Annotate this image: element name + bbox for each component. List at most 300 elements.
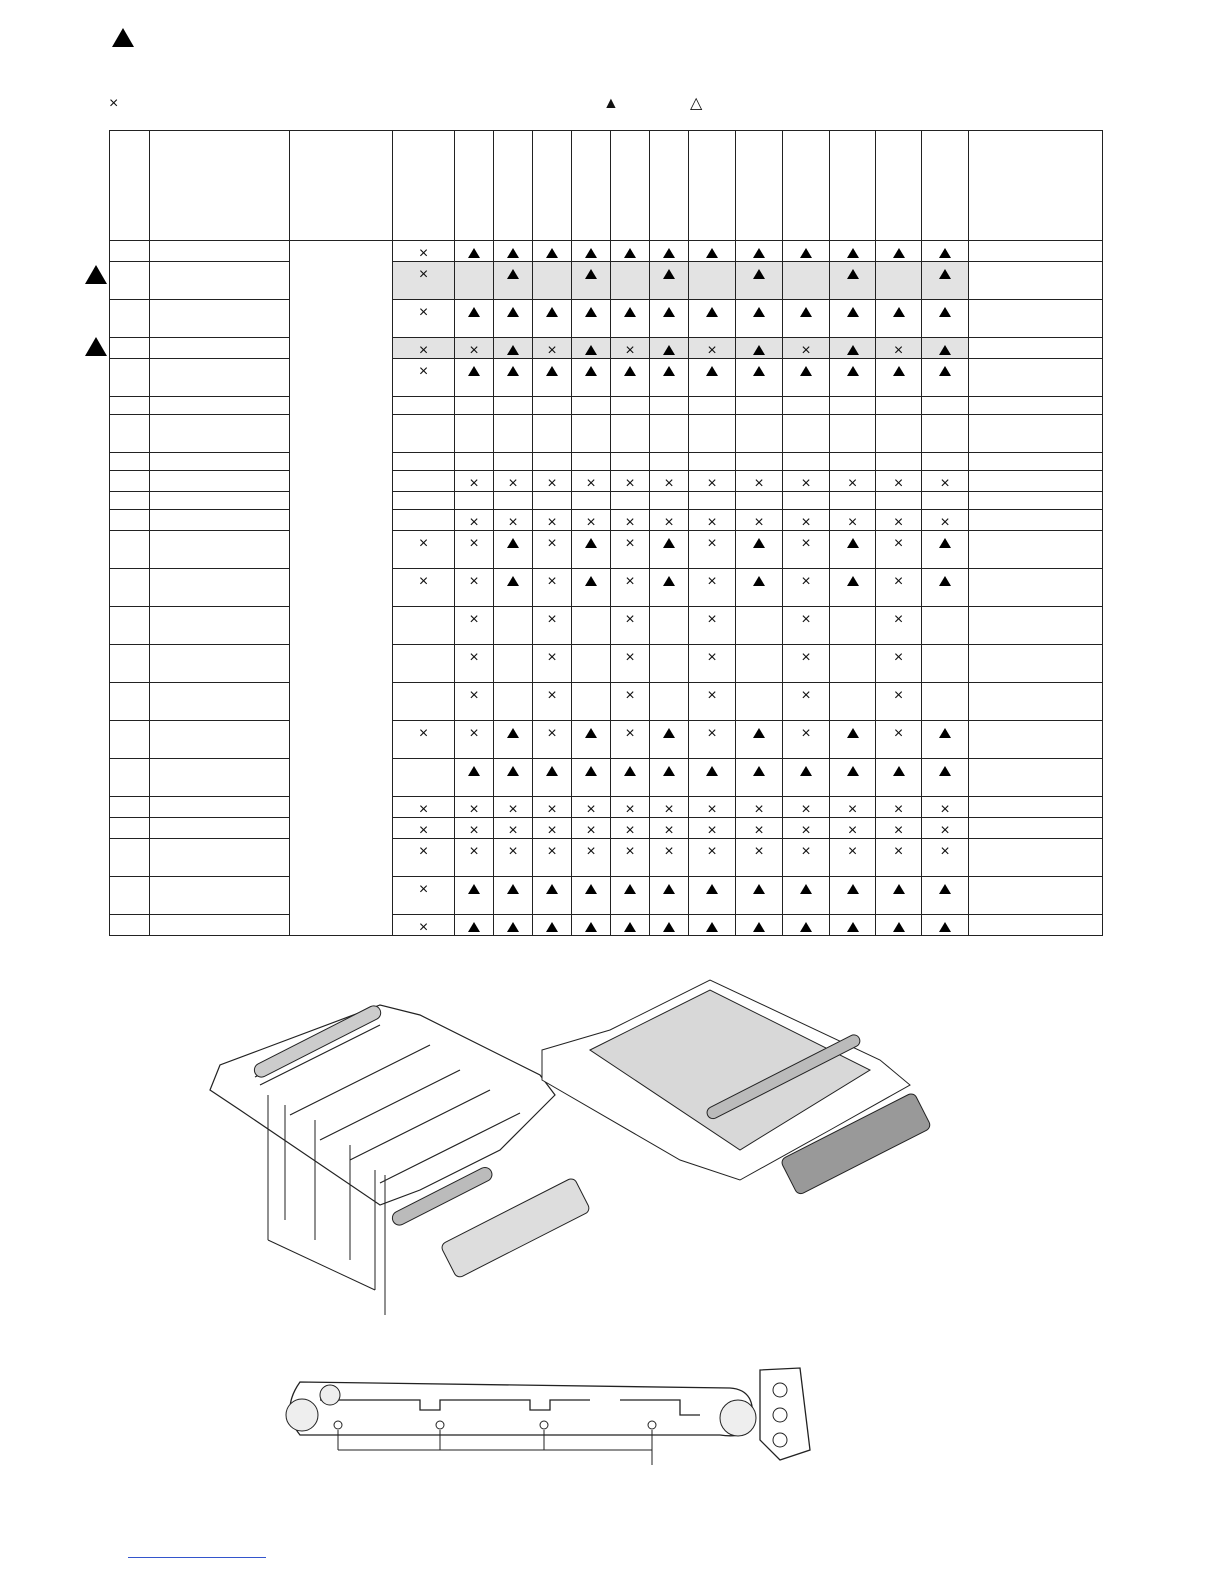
interval-cell xyxy=(736,415,783,453)
filled-triangle-mark xyxy=(663,248,675,258)
filled-triangle-mark xyxy=(663,366,675,376)
remarks-cell xyxy=(969,415,1103,453)
filled-triangle-mark xyxy=(507,538,519,548)
interval-cell xyxy=(572,300,611,338)
interval-cell xyxy=(393,759,455,797)
table-row xyxy=(110,569,1103,607)
filled-triangle-mark xyxy=(546,307,558,317)
interval-cell xyxy=(830,492,876,510)
cross-mark: × xyxy=(547,475,557,492)
item-name-cell xyxy=(150,453,290,471)
filled-triangle-mark xyxy=(847,922,859,932)
interval-cell xyxy=(572,338,611,359)
row-number-cell xyxy=(110,607,150,645)
interval-cell xyxy=(650,645,689,683)
filled-triangle-mark xyxy=(663,884,675,894)
interval-cell xyxy=(650,607,689,645)
interval-cell xyxy=(736,915,783,936)
interval-cell xyxy=(611,338,650,359)
filled-triangle-mark xyxy=(800,884,812,894)
filled-triangle-mark xyxy=(585,884,597,894)
interval-cell xyxy=(783,915,830,936)
interval-cell xyxy=(455,359,494,397)
cross-mark: × xyxy=(418,801,429,818)
interval-cell xyxy=(533,300,572,338)
filled-triangle-mark xyxy=(800,307,812,317)
cross-mark: × xyxy=(418,843,429,860)
interval-cell xyxy=(572,915,611,936)
interval-cell xyxy=(650,397,689,415)
filled-triangle-mark xyxy=(585,248,597,258)
cross-mark: × xyxy=(469,573,479,590)
interval-cell xyxy=(922,569,969,607)
interval-cell xyxy=(455,338,494,359)
interval-cell xyxy=(736,645,783,683)
interval-cell xyxy=(830,338,876,359)
interval-cell xyxy=(876,492,922,510)
row-number-cell xyxy=(110,531,150,569)
interval-cell xyxy=(455,262,494,300)
revision-triangle-icon xyxy=(85,337,107,356)
interval-cell xyxy=(650,415,689,453)
filled-triangle-mark xyxy=(663,766,675,776)
row-number-cell xyxy=(110,241,150,262)
interval-cell xyxy=(736,818,783,839)
interval-cell xyxy=(830,397,876,415)
cross-mark: × xyxy=(418,573,429,590)
interval-cell xyxy=(494,721,533,759)
interval-cell xyxy=(611,683,650,721)
transfer-belt-illustration xyxy=(530,960,940,1220)
interval-cell xyxy=(736,569,783,607)
cross-mark: × xyxy=(801,535,811,552)
cross-mark: × xyxy=(893,611,904,628)
maintenance-table xyxy=(109,130,1103,936)
cross-mark: × xyxy=(801,843,811,860)
interval-cell xyxy=(783,569,830,607)
interval-cell xyxy=(783,453,830,471)
cross-mark: × xyxy=(664,514,674,531)
cross-mark: × xyxy=(508,475,518,492)
interval-cell xyxy=(830,300,876,338)
row-number-cell xyxy=(110,839,150,877)
header-cell xyxy=(572,131,611,241)
filled-triangle-mark xyxy=(893,766,905,776)
interval-cell xyxy=(922,338,969,359)
item-name-cell xyxy=(150,607,290,645)
cross-mark: × xyxy=(469,725,479,742)
interval-cell xyxy=(689,645,736,683)
interval-cell xyxy=(783,645,830,683)
cross-mark: × xyxy=(625,649,635,666)
header-cell xyxy=(494,131,533,241)
interval-cell xyxy=(689,569,736,607)
interval-cell xyxy=(876,759,922,797)
item-name-cell xyxy=(150,759,290,797)
cross-mark: × xyxy=(707,475,717,492)
cross-mark: × xyxy=(893,342,904,359)
roller-top xyxy=(252,1003,383,1079)
interval-cell xyxy=(572,531,611,569)
item-name-cell xyxy=(150,569,290,607)
interval-cell xyxy=(393,471,455,492)
interval-cell xyxy=(455,797,494,818)
filled-triangle-mark xyxy=(939,922,951,932)
interval-cell xyxy=(393,453,455,471)
item-name-cell xyxy=(150,531,290,569)
header-cell xyxy=(290,131,393,241)
interval-cell xyxy=(830,241,876,262)
filled-triangle-mark xyxy=(624,922,636,932)
filled-triangle-mark xyxy=(706,248,718,258)
filled-triangle-mark xyxy=(585,269,597,279)
cross-mark: × xyxy=(940,801,950,818)
cross-mark: × xyxy=(707,342,717,359)
interval-cell xyxy=(611,241,650,262)
interval-cell xyxy=(393,877,455,915)
remarks-cell xyxy=(969,569,1103,607)
filled-triangle-mark xyxy=(753,766,765,776)
filled-triangle-mark xyxy=(624,366,636,376)
table-row xyxy=(110,797,1103,818)
cross-mark: × xyxy=(469,801,479,818)
interval-cell xyxy=(783,359,830,397)
remarks-cell xyxy=(969,839,1103,877)
interval-cell xyxy=(689,471,736,492)
remarks-cell xyxy=(969,721,1103,759)
interval-cell xyxy=(494,797,533,818)
filled-triangle-mark xyxy=(546,884,558,894)
interval-cell xyxy=(650,338,689,359)
filled-triangle-mark xyxy=(939,576,951,586)
interval-cell xyxy=(393,683,455,721)
interval-cell xyxy=(533,453,572,471)
interval-cell xyxy=(494,531,533,569)
interval-cell xyxy=(393,645,455,683)
interval-cell xyxy=(494,915,533,936)
filled-triangle-mark xyxy=(706,884,718,894)
cross-mark: × xyxy=(754,514,764,531)
remarks-cell xyxy=(969,645,1103,683)
filled-triangle-mark xyxy=(507,728,519,738)
cross-mark: × xyxy=(547,342,557,359)
cross-mark: × xyxy=(707,801,717,818)
filled-triangle-mark xyxy=(585,576,597,586)
interval-cell xyxy=(611,492,650,510)
cross-mark: × xyxy=(754,801,764,818)
filled-triangle-mark xyxy=(507,576,519,586)
table-row xyxy=(110,453,1103,471)
cross-mark: × xyxy=(664,801,674,818)
cross-mark: × xyxy=(469,822,479,839)
header-cell xyxy=(689,131,736,241)
row-number-cell xyxy=(110,397,150,415)
interval-cell xyxy=(393,607,455,645)
cross-mark: × xyxy=(754,843,764,860)
cross-mark: × xyxy=(508,514,518,531)
interval-cell xyxy=(393,262,455,300)
interval-cell xyxy=(611,607,650,645)
remarks-cell xyxy=(969,359,1103,397)
cross-mark: × xyxy=(893,535,904,552)
interval-cell xyxy=(830,569,876,607)
filled-triangle-mark xyxy=(507,345,519,355)
cross-mark: × xyxy=(707,843,717,860)
row-number-cell xyxy=(110,915,150,936)
table-row xyxy=(110,877,1103,915)
legend-open-triangle: △ xyxy=(690,95,703,112)
cross-mark: × xyxy=(707,822,717,839)
cross-mark: × xyxy=(586,514,596,531)
cross-mark: × xyxy=(893,475,904,492)
interval-cell xyxy=(393,721,455,759)
filled-triangle-mark xyxy=(663,922,675,932)
cross-mark: × xyxy=(508,843,518,860)
cross-mark: × xyxy=(418,822,429,839)
interval-cell xyxy=(611,839,650,877)
filled-triangle-mark xyxy=(753,538,765,548)
item-name-cell xyxy=(150,338,290,359)
filled-triangle-mark xyxy=(753,576,765,586)
interval-cell xyxy=(783,471,830,492)
interval-cell xyxy=(830,645,876,683)
interval-cell xyxy=(533,759,572,797)
cross-mark: × xyxy=(893,725,904,742)
cross-mark: × xyxy=(893,649,904,666)
interval-cell xyxy=(650,262,689,300)
interval-cell xyxy=(922,531,969,569)
header-cell xyxy=(876,131,922,241)
interval-cell xyxy=(611,471,650,492)
interval-cell xyxy=(876,338,922,359)
filled-triangle-mark xyxy=(753,884,765,894)
idler-3 xyxy=(540,1421,548,1429)
interval-cell xyxy=(876,531,922,569)
interval-cell xyxy=(650,759,689,797)
item-name-cell xyxy=(150,359,290,397)
filled-triangle-mark xyxy=(753,366,765,376)
cross-mark: × xyxy=(801,514,811,531)
interval-cell xyxy=(736,471,783,492)
interval-cell xyxy=(572,471,611,492)
interval-cell xyxy=(611,569,650,607)
interval-cell xyxy=(689,915,736,936)
interval-cell xyxy=(572,241,611,262)
interval-cell xyxy=(611,359,650,397)
item-name-cell xyxy=(150,721,290,759)
interval-cell xyxy=(783,492,830,510)
interval-cell xyxy=(922,359,969,397)
interval-cell xyxy=(783,877,830,915)
interval-cell xyxy=(689,721,736,759)
interval-cell xyxy=(611,415,650,453)
cross-mark: × xyxy=(801,822,811,839)
row-number-cell xyxy=(110,338,150,359)
interval-cell xyxy=(689,818,736,839)
filled-triangle-mark xyxy=(624,307,636,317)
interval-cell xyxy=(830,839,876,877)
interval-cell xyxy=(876,683,922,721)
interval-cell xyxy=(572,797,611,818)
row-number-cell xyxy=(110,759,150,797)
interval-cell xyxy=(876,397,922,415)
interval-cell xyxy=(830,759,876,797)
interval-cell xyxy=(455,453,494,471)
interval-cell xyxy=(830,721,876,759)
filled-triangle-mark xyxy=(624,766,636,776)
filled-triangle-mark xyxy=(507,248,519,258)
cross-mark: × xyxy=(664,822,674,839)
filled-triangle-mark xyxy=(939,269,951,279)
interval-cell xyxy=(533,262,572,300)
interval-cell xyxy=(572,645,611,683)
remarks-cell xyxy=(969,262,1103,300)
row-number-cell xyxy=(110,492,150,510)
interval-cell xyxy=(783,262,830,300)
interval-cell xyxy=(689,492,736,510)
idler-1 xyxy=(334,1421,342,1429)
cross-mark: × xyxy=(707,649,717,666)
cross-mark: × xyxy=(625,822,635,839)
interval-cell xyxy=(393,839,455,877)
interval-cell xyxy=(572,607,611,645)
interval-cell xyxy=(830,915,876,936)
warning-triangle-icon xyxy=(112,28,134,47)
item-name-cell xyxy=(150,645,290,683)
interval-cell xyxy=(922,453,969,471)
interval-cell xyxy=(830,510,876,531)
interval-cell xyxy=(455,569,494,607)
interval-cell xyxy=(572,839,611,877)
interval-cell xyxy=(922,759,969,797)
interval-cell xyxy=(455,607,494,645)
roller-bottom xyxy=(390,1165,494,1227)
filled-triangle-mark xyxy=(507,307,519,317)
row-number-cell xyxy=(110,683,150,721)
filled-triangle-mark xyxy=(663,307,675,317)
interval-cell xyxy=(533,645,572,683)
remarks-cell xyxy=(969,510,1103,531)
remarks-cell xyxy=(969,877,1103,915)
interval-cell xyxy=(922,415,969,453)
interval-cell xyxy=(783,839,830,877)
interval-cell xyxy=(611,818,650,839)
table-row xyxy=(110,683,1103,721)
filled-triangle-mark xyxy=(847,728,859,738)
cross-mark: × xyxy=(801,687,811,704)
cross-mark: × xyxy=(754,822,764,839)
interval-cell xyxy=(830,453,876,471)
cross-mark: × xyxy=(664,843,674,860)
interval-cell xyxy=(455,759,494,797)
filled-triangle-mark xyxy=(663,345,675,355)
header-cell xyxy=(393,131,455,241)
interval-cell xyxy=(876,797,922,818)
filled-triangle-mark xyxy=(800,766,812,776)
interval-cell xyxy=(494,453,533,471)
table-row xyxy=(110,759,1103,797)
interval-cell xyxy=(922,915,969,936)
cross-mark: × xyxy=(625,843,635,860)
interval-cell xyxy=(922,397,969,415)
filled-triangle-mark xyxy=(847,248,859,258)
interval-cell xyxy=(876,607,922,645)
row-number-cell xyxy=(110,797,150,818)
maintenance-table-body xyxy=(110,131,1103,936)
interval-cell xyxy=(922,797,969,818)
interval-cell xyxy=(533,471,572,492)
interval-cell xyxy=(533,415,572,453)
interval-cell xyxy=(611,453,650,471)
cross-mark: × xyxy=(508,822,518,839)
interval-cell xyxy=(736,359,783,397)
filled-triangle-mark xyxy=(624,248,636,258)
cross-mark: × xyxy=(547,611,557,628)
interval-cell xyxy=(689,877,736,915)
cross-mark: × xyxy=(707,725,717,742)
interval-cell xyxy=(455,683,494,721)
filled-triangle-mark xyxy=(507,366,519,376)
cross-mark: × xyxy=(547,822,557,839)
item-name-cell xyxy=(150,300,290,338)
interval-cell xyxy=(572,759,611,797)
interval-cell xyxy=(611,300,650,338)
cross-mark: × xyxy=(469,342,479,359)
remarks-cell xyxy=(969,683,1103,721)
cross-mark: × xyxy=(707,611,717,628)
interval-cell xyxy=(455,241,494,262)
interval-cell xyxy=(689,241,736,262)
filled-triangle-mark xyxy=(468,884,480,894)
interval-cell xyxy=(494,569,533,607)
cross-mark: × xyxy=(586,801,596,818)
interval-cell xyxy=(650,453,689,471)
filled-triangle-mark xyxy=(893,922,905,932)
cross-mark: × xyxy=(801,725,811,742)
interval-cell xyxy=(830,683,876,721)
filled-triangle-mark xyxy=(663,576,675,586)
interval-cell xyxy=(494,397,533,415)
interval-cell xyxy=(736,492,783,510)
remarks-cell xyxy=(969,915,1103,936)
interval-cell xyxy=(783,397,830,415)
cross-mark: × xyxy=(547,801,557,818)
interval-cell xyxy=(393,492,455,510)
interval-cell xyxy=(876,415,922,453)
item-name-cell xyxy=(150,397,290,415)
cross-mark: × xyxy=(586,475,596,492)
cross-mark: × xyxy=(801,801,811,818)
interval-cell xyxy=(533,359,572,397)
cross-mark: × xyxy=(418,245,429,262)
remarks-cell xyxy=(969,818,1103,839)
interval-cell xyxy=(494,607,533,645)
interval-cell xyxy=(689,262,736,300)
filled-triangle-mark xyxy=(939,884,951,894)
filled-triangle-mark xyxy=(753,269,765,279)
interval-cell xyxy=(830,797,876,818)
cross-mark: × xyxy=(469,687,479,704)
cross-mark: × xyxy=(625,514,635,531)
interval-cell xyxy=(533,683,572,721)
filled-triangle-mark xyxy=(663,538,675,548)
filled-triangle-mark xyxy=(468,307,480,317)
row-number-cell xyxy=(110,471,150,492)
interval-cell xyxy=(393,797,455,818)
remarks-cell xyxy=(969,797,1103,818)
row-number-cell xyxy=(110,453,150,471)
filled-triangle-mark xyxy=(546,922,558,932)
